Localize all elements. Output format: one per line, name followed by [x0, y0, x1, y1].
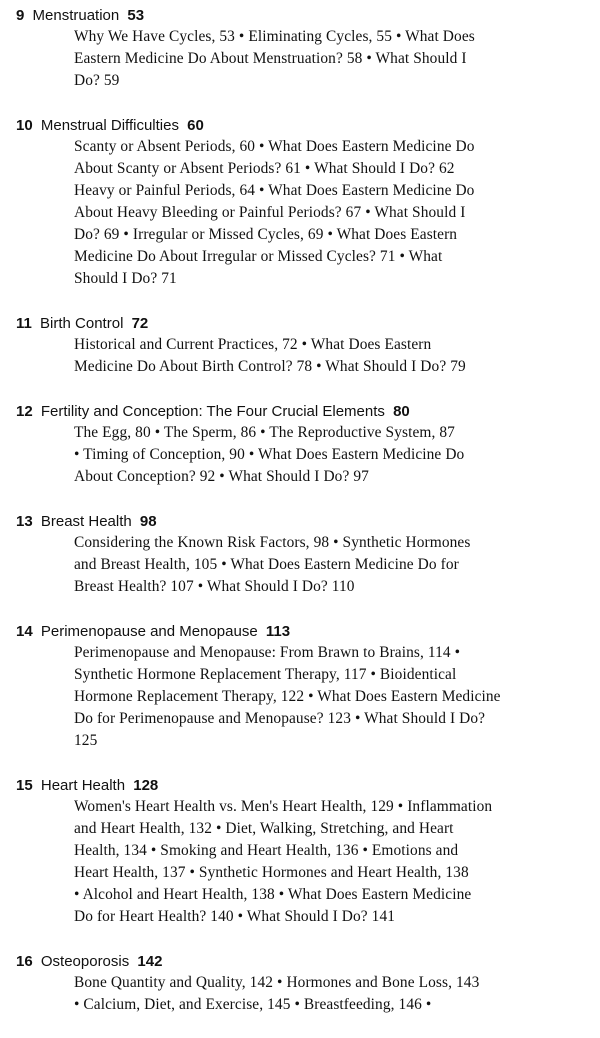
chapter-title: Heart Health	[40, 777, 126, 794]
chapter-topics	[74, 796, 592, 928]
topics-line: Eastern Medicine Do About Menstruation? 58 • What Should I	[74, 50, 467, 67]
chapter-entry	[16, 6, 592, 92]
topics-line: Historical and Current Practices, 72 • What Does Eastern	[74, 336, 432, 353]
chapter-heading	[16, 6, 592, 26]
topics-line: Hormone Replacement Therapy, 122 • What Does Eastern Medicine	[74, 688, 501, 705]
chapter-topics	[74, 26, 592, 92]
topics-line: Medicine Do About Irregular or Missed Cycles? 71 • What	[74, 248, 443, 265]
topics-line: Do for Perimenopause and Menopause? 123 • What Should I Do?	[74, 710, 486, 727]
chapter-entry	[16, 512, 592, 598]
topics-line: The Egg, 80 • The Sperm, 86 • The Reproductive System, 87	[74, 424, 455, 441]
chapter-entry	[16, 776, 592, 928]
topics-line: Considering the Known Risk Factors, 98 • Synthetic Hormones	[74, 534, 471, 551]
chapter-number: 12	[16, 403, 33, 420]
topics-line: and Breast Health, 105 • What Does Eastern Medicine Do for	[74, 556, 459, 573]
chapter-page-number: 80	[393, 403, 410, 420]
chapter-entry	[16, 116, 592, 290]
chapter-heading	[16, 622, 592, 642]
chapter-title: Perimenopause and Menopause	[40, 623, 258, 640]
topics-line: • Alcohol and Heart Health, 138 • What Does Eastern Medicine	[74, 886, 472, 903]
chapter-page-number: 60	[187, 117, 204, 134]
topics-line: About Heavy Bleeding or Painful Periods? 67 • What Should I	[74, 204, 466, 221]
chapter-number: 14	[16, 623, 33, 640]
chapter-heading	[16, 776, 592, 796]
topics-line: Heart Health, 137 • Synthetic Hormones and Heart Health, 138	[74, 864, 469, 881]
chapter-topics	[74, 334, 592, 378]
chapter-topics	[74, 136, 592, 290]
chapter-heading	[16, 952, 592, 972]
chapter-heading	[16, 512, 592, 532]
topics-line: Do? 69 • Irregular or Missed Cycles, 69 • What Does Eastern	[74, 226, 458, 243]
chapter-title: Menstrual Difficulties	[40, 117, 179, 134]
chapter-topics	[74, 642, 592, 752]
topics-line: About Scanty or Absent Periods? 61 • What Should I Do? 62	[74, 160, 455, 177]
topics-line: and Heart Health, 132 • Diet, Walking, Stretching, and Heart	[74, 820, 454, 837]
topics-line: Perimenopause and Menopause: From Brawn to Brains, 114 •	[74, 644, 461, 661]
topics-line: Health, 134 • Smoking and Heart Health, 136 • Emotions and	[74, 842, 459, 859]
chapter-page-number: 128	[133, 777, 159, 794]
chapter-entry	[16, 402, 592, 488]
chapter-number: 10	[16, 117, 33, 134]
chapter-title: Birth Control	[40, 315, 124, 332]
chapter-number: 9	[16, 7, 25, 24]
chapter-number: 16	[16, 953, 33, 970]
chapter-heading	[16, 116, 592, 136]
chapter-number: 13	[16, 513, 33, 530]
chapter-title: Fertility and Conception: The Four Crucial Elements	[40, 403, 385, 420]
topics-line: Why We Have Cycles, 53 • Eliminating Cycles, 55 • What Does	[74, 28, 475, 45]
chapter-heading	[16, 402, 592, 422]
chapter-page-number: 98	[139, 513, 157, 530]
chapter-heading	[16, 314, 592, 334]
topics-line: Bone Quantity and Quality, 142 • Hormones and Bone Loss, 143	[74, 974, 480, 991]
chapter-title: Menstruation	[32, 7, 120, 24]
chapter-entry	[16, 622, 592, 752]
chapter-entry	[16, 314, 592, 378]
topics-line: • Timing of Conception, 90 • What Does Eastern Medicine Do	[74, 446, 465, 463]
topics-line: Breast Health? 107 • What Should I Do? 110	[74, 578, 355, 595]
topics-line: Do? 59	[74, 72, 120, 89]
chapter-page-number: 53	[127, 7, 145, 24]
chapter-page-number: 72	[131, 315, 149, 332]
topics-line: Scanty or Absent Periods, 60 • What Does Eastern Medicine Do	[74, 138, 475, 155]
chapter-topics	[74, 422, 592, 488]
chapter-number: 11	[16, 315, 32, 332]
chapter-title: Breast Health	[40, 513, 132, 530]
chapter-page-number: 113	[265, 623, 291, 640]
topics-line: About Conception? 92 • What Should I Do? 97	[74, 468, 369, 485]
chapter-topics	[74, 972, 592, 1016]
topics-line: Women's Heart Health vs. Men's Heart Health, 129 • Inflammation	[74, 798, 493, 815]
topics-line: Synthetic Hormone Replacement Therapy, 117 • Bioidentical	[74, 666, 457, 683]
chapter-entry	[16, 952, 592, 1016]
topics-line: Should I Do? 71	[74, 270, 177, 287]
topics-line: Medicine Do About Birth Control? 78 • What Should I Do? 79	[74, 358, 466, 375]
chapter-number: 15	[16, 777, 33, 794]
topics-line: • Calcium, Diet, and Exercise, 145 • Breastfeeding, 146 •	[74, 996, 432, 1013]
topics-line: Do for Heart Health? 140 • What Should I Do? 141	[74, 908, 396, 925]
topics-line: Heavy or Painful Periods, 64 • What Does Eastern Medicine Do	[74, 182, 475, 199]
chapter-topics	[74, 532, 592, 598]
chapter-title: Osteoporosis	[40, 953, 130, 970]
topics-line: 125	[74, 732, 98, 749]
chapter-page-number: 142	[137, 953, 163, 970]
